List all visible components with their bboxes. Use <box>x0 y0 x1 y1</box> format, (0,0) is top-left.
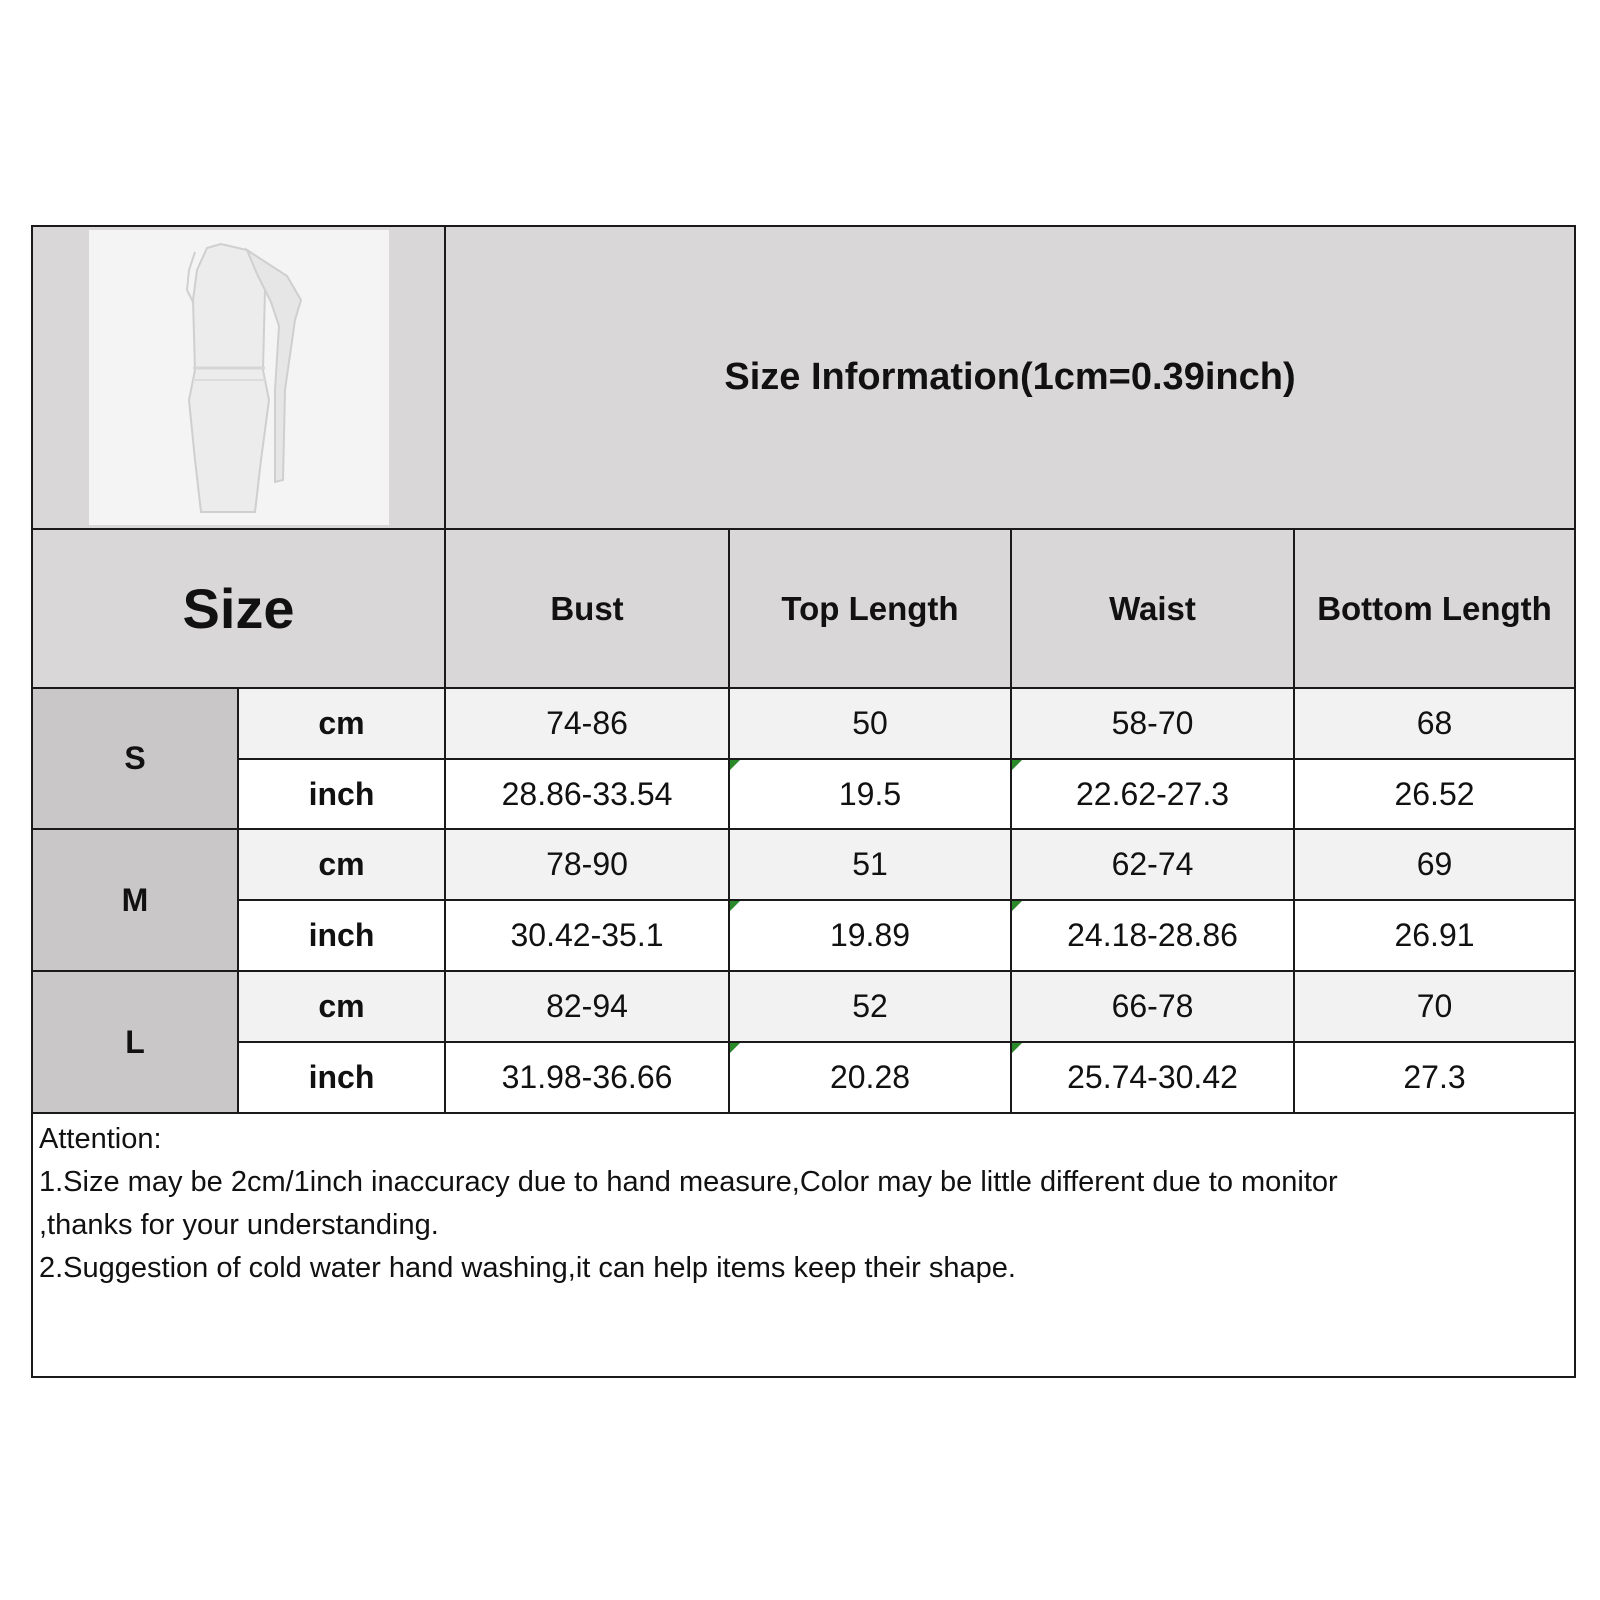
table-cell <box>1293 899 1576 972</box>
unit-label: cm <box>318 846 365 882</box>
product-image-cell <box>31 225 446 530</box>
size-info-title-cell <box>444 225 1576 530</box>
size-header: Size <box>182 577 295 640</box>
cell-value: 26.52 <box>1394 775 1475 812</box>
table-cell <box>1010 970 1295 1043</box>
table-cell <box>1293 1041 1576 1114</box>
cell-value: 52 <box>852 988 888 1024</box>
table-cell <box>1293 828 1576 901</box>
column-header-bust <box>444 528 730 689</box>
unit-cell-inch <box>237 758 446 830</box>
cell-value: 31.98-36.66 <box>501 1059 673 1095</box>
table-cell <box>728 899 1012 972</box>
size-label: S <box>124 740 146 776</box>
cell-value: 26.91 <box>1394 917 1475 953</box>
table-cell <box>728 828 1012 901</box>
unit-cell-cm <box>237 828 446 901</box>
cell-value: 70 <box>1416 988 1453 1024</box>
table-cell <box>444 1041 730 1114</box>
size-label-cell-l <box>31 970 239 1114</box>
table-cell <box>1010 687 1295 760</box>
size-label: M <box>121 881 149 918</box>
table-cell <box>728 970 1012 1043</box>
cell-value: 69 <box>1416 846 1453 882</box>
table-cell <box>1293 970 1576 1043</box>
size-header-cell <box>31 528 446 689</box>
cell-value: 58-70 <box>1111 705 1194 741</box>
table-cell <box>444 970 730 1043</box>
table-cell <box>1293 758 1576 830</box>
cell-value: 25.74-30.42 <box>1067 1059 1238 1095</box>
table-cell <box>728 687 1012 760</box>
unit-label: inch <box>308 1059 375 1095</box>
cell-marker <box>1012 901 1022 911</box>
table-cell <box>728 1041 1012 1114</box>
cell-value: 22.62-27.3 <box>1075 775 1229 812</box>
unit-cell-inch <box>237 899 446 972</box>
cell-value: 68 <box>1416 705 1453 741</box>
cell-value: 82-94 <box>546 988 628 1024</box>
attention-notes <box>31 1112 1576 1378</box>
table-cell <box>444 687 730 760</box>
unit-cell-cm <box>237 687 446 760</box>
unit-cell-inch <box>237 1041 446 1114</box>
column-header-label: Bottom Length <box>1317 589 1552 627</box>
cell-value: 50 <box>852 705 888 741</box>
attention-heading: Attention: <box>39 1123 162 1155</box>
cell-value: 19.89 <box>829 917 911 953</box>
cell-marker <box>730 760 740 770</box>
table-cell <box>1010 828 1295 901</box>
attention-line: ,thanks for your understanding. <box>39 1209 439 1241</box>
size-label-cell-m <box>31 828 239 972</box>
table-cell <box>444 899 730 972</box>
table-cell <box>1010 899 1295 972</box>
size-label: L <box>125 1023 145 1060</box>
cell-value: 28.86-33.54 <box>501 775 673 812</box>
unit-label: inch <box>308 917 375 953</box>
attention-line: 2.Suggestion of cold water hand washing,it can help items keep their shape. <box>39 1252 1016 1284</box>
column-header-label: Bust <box>550 589 624 627</box>
column-header-bottom-length <box>1293 528 1576 689</box>
attention-line: 1.Size may be 2cm/1inch inaccuracy due to hand measure,Color may be little different due to monitor <box>39 1166 1338 1198</box>
unit-label: cm <box>318 705 365 741</box>
unit-label: cm <box>318 988 365 1024</box>
cell-marker <box>730 1043 740 1053</box>
cell-value: 51 <box>852 846 888 882</box>
cell-value: 27.3 <box>1403 1059 1466 1095</box>
cell-value: 30.42-35.1 <box>510 917 664 953</box>
cell-marker <box>730 901 740 911</box>
table-cell <box>444 828 730 901</box>
column-header-label: Waist <box>1109 589 1196 627</box>
cell-value: 20.28 <box>829 1059 911 1095</box>
unit-label: inch <box>308 775 375 812</box>
cell-value: 62-74 <box>1111 846 1194 882</box>
product-image <box>89 230 389 525</box>
table-cell <box>1010 1041 1295 1114</box>
page-title: Size Information(1cm=0.39inch) <box>724 356 1296 398</box>
table-cell <box>444 758 730 830</box>
unit-cell-cm <box>237 970 446 1043</box>
column-header-top-length <box>728 528 1012 689</box>
table-cell <box>728 758 1012 830</box>
column-header-waist <box>1010 528 1295 689</box>
size-label-cell-s <box>31 687 239 830</box>
table-cell <box>1010 758 1295 830</box>
cell-value: 78-90 <box>546 846 628 882</box>
cell-value: 24.18-28.86 <box>1067 917 1238 953</box>
cell-marker <box>1012 1043 1022 1053</box>
cell-value: 74-86 <box>546 705 628 741</box>
cell-value: 19.5 <box>838 775 902 812</box>
table-cell <box>1293 687 1576 760</box>
cell-value: 66-78 <box>1111 988 1194 1024</box>
cell-marker <box>1012 760 1022 770</box>
column-header-label: Top Length <box>781 589 959 627</box>
